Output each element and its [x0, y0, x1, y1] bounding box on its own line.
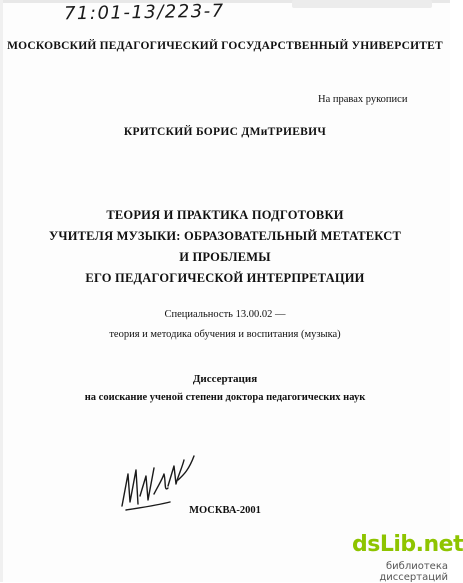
title-line: ТЕОРИЯ И ПРАКТИКА ПОДГОТОВКИ	[106, 208, 344, 222]
city-year: МОСКВА-2001	[189, 505, 261, 516]
title-line: И ПРОБЛЕМЫ	[179, 250, 271, 264]
title-line: ЕГО ПЕДАГОГИЧЕСКОЙ ИНТЕРПРЕТАЦИИ	[85, 271, 365, 285]
dissertation-label: Диссертация	[192, 373, 258, 385]
specialty-name: теория и методика обучения и воспитания (музыка)	[109, 329, 341, 340]
dslib-watermark	[324, 532, 463, 583]
author-name: КРИТСКИЙ БОРИС ДМиТРИЕВИЧ	[123, 126, 327, 138]
specialty-code: Специальность 13.00.02 —	[164, 309, 286, 320]
scan-smudge	[292, 0, 432, 8]
dissertation-title	[0, 205, 450, 289]
rights-note: На правах рукописи	[318, 94, 408, 105]
dslib-caption: библиотека диссертаций	[379, 561, 448, 583]
specialty-block	[0, 305, 450, 345]
dslib-logo: dsLib.net	[352, 532, 463, 557]
archive-stamp: 71:01-13/223-7	[63, 0, 225, 25]
degree-subtitle: на соискание ученой степени доктора педагогических наук	[84, 392, 366, 403]
scan-edge	[0, 0, 3, 582]
title-line: УЧИТЕЛЯ МУЗЫКИ: ОБРАЗОВАТЕЛЬНЫЙ МЕТАТЕКСТ	[48, 229, 402, 243]
university-name: МОСКОВСКИЙ ПЕДАГОГИЧЕСКИЙ ГОСУДАРСТВЕННЫЙ УНИВЕРСИТЕТ	[7, 40, 443, 52]
